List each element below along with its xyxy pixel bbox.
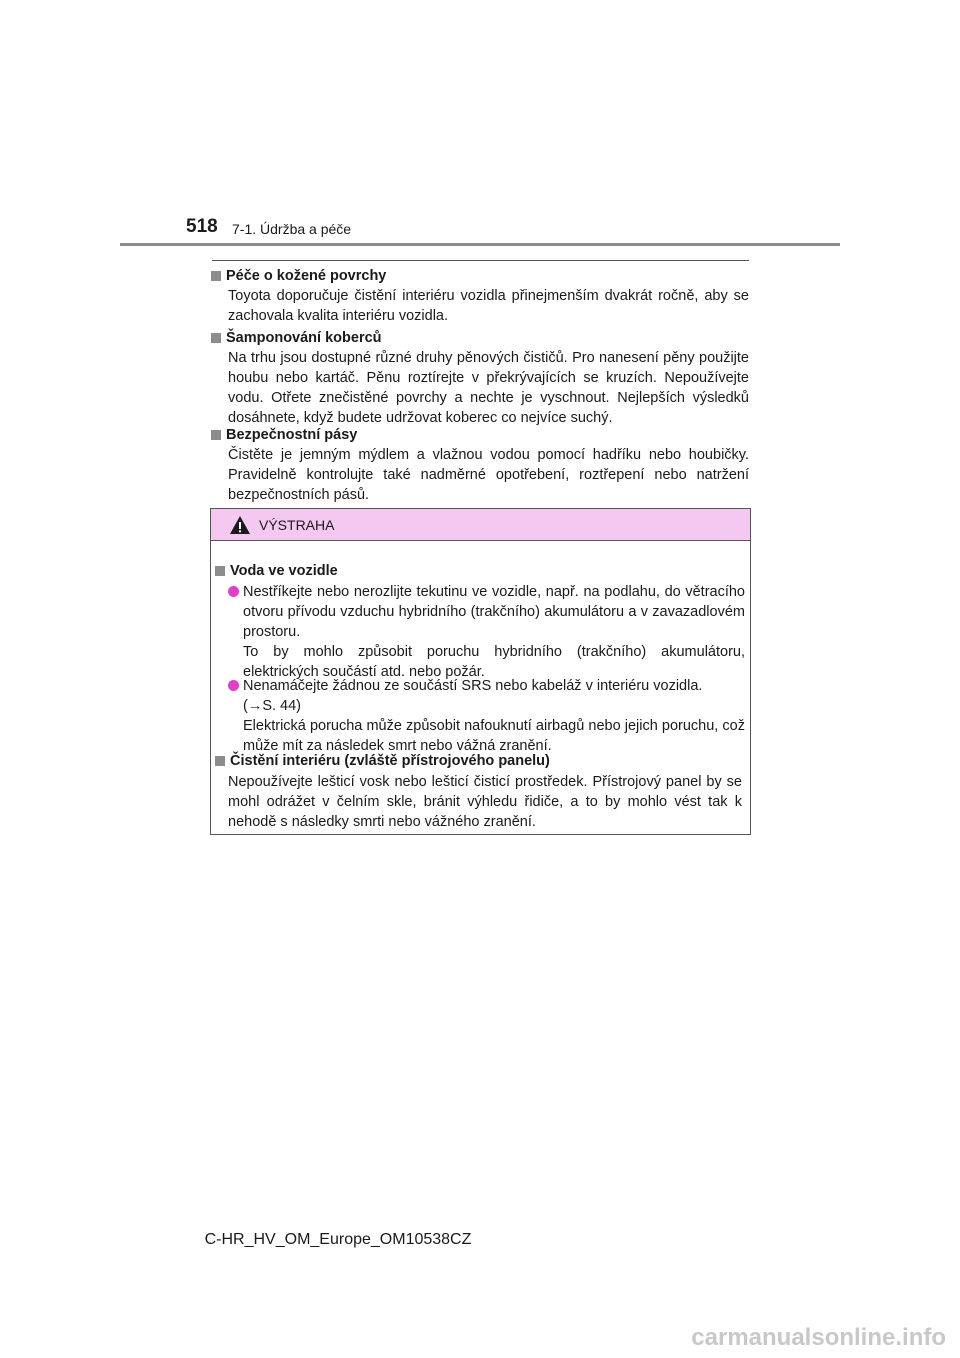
square-bullet-icon <box>211 271 221 281</box>
warning-heading-text: Voda ve vozidle <box>230 563 338 579</box>
bullet-line: Elektrická porucha může způsobit nafouknutí airbagů nebo jejich poruchu, což může mít za následek smrt nebo vážná zranění. <box>243 718 745 754</box>
section-carpet <box>211 328 749 428</box>
warning-box <box>210 508 751 835</box>
section-heading: Péče o kožené povrchy <box>226 268 387 284</box>
bullet-line: Nestříkejte nebo nerozlijte tekutinu ve vozidle, např. na podlahu, do větracího otvoru přívodu vzduchu hybridního (trakčního) akumulátoru a v zavazadlovém prostoru. <box>243 584 745 640</box>
warning-title: VÝSTRAHA <box>259 516 335 533</box>
section-leather <box>211 266 749 326</box>
warning-bullet <box>228 676 745 756</box>
header-rule <box>120 243 840 246</box>
section-text: Toyota doporučuje čistění interiéru vozidla přinejmenším dvakrát ročně, aby se zachovala kvalita interiéru vozidla. <box>228 288 749 324</box>
warning-header <box>211 509 750 541</box>
warning-bullet-text <box>243 582 745 682</box>
square-bullet-icon <box>211 333 221 343</box>
footer-doc-id: C-HR_HV_OM_Europe_OM10538CZ <box>204 1231 472 1248</box>
round-bullet-icon <box>228 586 239 597</box>
warning-heading-text: Čistění interiéru (zvláště přístrojového panelu) <box>230 753 550 769</box>
warning-heading-water <box>215 561 338 581</box>
section-text: Čistěte je jemným mýdlem a vlažnou vodou pomocí hadříku nebo houbičky. Pravidelně kontrolujte také nadměrné opotřebení, roztřepení nebo natržení bezpečnostních pásů. <box>228 447 749 503</box>
square-bullet-icon <box>211 430 221 440</box>
bullet-line: To by mohlo způsobit poruchu hybridního (trakčního) akumulátoru, elektrických součástí atd. nebo požár. <box>243 644 745 680</box>
watermark: carmanualsonline.info <box>691 1324 946 1351</box>
warning-triangle-icon <box>229 515 251 535</box>
warning-heading-interior <box>215 751 550 771</box>
bullet-line: Nenamáčejte žádnou ze součástí SRS nebo kabeláž v interiéru vozidla. <box>243 678 703 694</box>
section-seatbelts <box>211 425 749 505</box>
square-bullet-icon <box>215 566 225 576</box>
page-number: 518 <box>186 216 218 237</box>
bullet-line: (→S. 44) <box>243 698 302 714</box>
warning-text: Nepoužívejte lešticí vosk nebo lešticí čisticí prostředek. Přístrojový panel by se mohl odrážet v čelním skle, bránit výhledu řidiče, a to by mohlo vést tak k nehodě s následky smrti nebo vážného zranění. <box>228 774 742 830</box>
warning-bullet <box>228 582 745 682</box>
section-text: Na trhu jsou dostupné různé druhy pěnových čističů. Pro nanesení pěny použijte houbu nebo kartáč. Pěnu roztírejte v překrývajících se kruzích. Nepoužívejte vodu. Otřete znečistěné povrchy a nechte je vyschnout. Nejlepších výsledků dosáhnete, když budete udržovat koberec co nejvíce suchý. <box>228 350 749 426</box>
section-heading: Bezpečnostní pásy <box>226 427 358 443</box>
content-rule <box>212 260 749 261</box>
warning-bullet-text <box>243 676 745 756</box>
section-heading: Šamponování koberců <box>226 330 382 346</box>
section-title: 7-1. Údržba a péče <box>232 221 352 237</box>
round-bullet-icon <box>228 680 239 691</box>
square-bullet-icon <box>215 756 225 766</box>
